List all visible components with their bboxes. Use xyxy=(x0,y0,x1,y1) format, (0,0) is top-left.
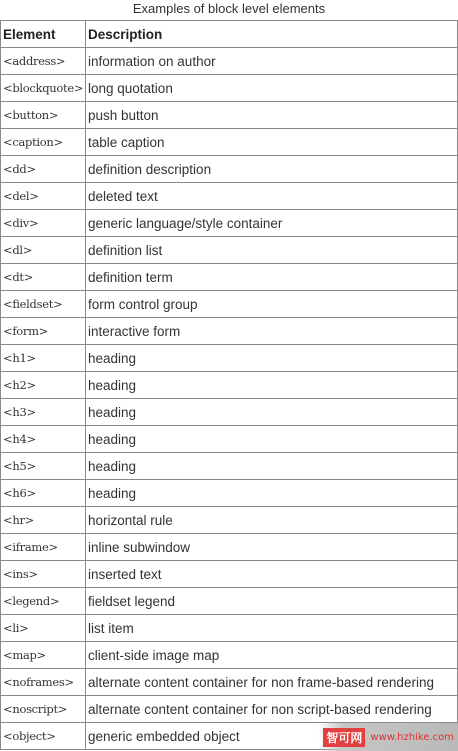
table-row xyxy=(1,507,458,534)
table-row xyxy=(1,129,458,156)
description-cell: heading xyxy=(86,345,458,372)
description-cell: inserted text xyxy=(86,561,458,588)
description-cell: definition description xyxy=(86,156,458,183)
table-row xyxy=(1,183,458,210)
description-cell: alternate content container for non script-based rendering xyxy=(86,696,458,723)
table-body xyxy=(1,48,458,750)
description-cell: generic language/style container xyxy=(86,210,458,237)
table-row xyxy=(1,237,458,264)
description-cell: long quotation xyxy=(86,75,458,102)
description-cell: heading xyxy=(86,426,458,453)
element-tag-cell: <fieldset> xyxy=(1,291,86,318)
description-cell: alternate content container for non frame-based rendering xyxy=(86,669,458,696)
element-tag-cell: <legend> xyxy=(1,588,86,615)
description-cell: list item xyxy=(86,615,458,642)
element-tag-cell: <h6> xyxy=(1,480,86,507)
table-row xyxy=(1,615,458,642)
description-cell: fieldset legend xyxy=(86,588,458,615)
element-tag-cell: <iframe> xyxy=(1,534,86,561)
table-row xyxy=(1,588,458,615)
description-cell: information on author xyxy=(86,48,458,75)
description-cell: deleted text xyxy=(86,183,458,210)
element-tag-cell: <noframes> xyxy=(1,669,86,696)
description-cell: interactive form xyxy=(86,318,458,345)
element-tag-cell: <address> xyxy=(1,48,86,75)
block-elements-table xyxy=(0,20,458,750)
description-cell: form control group xyxy=(86,291,458,318)
element-tag-cell: <noscript> xyxy=(1,696,86,723)
table-row xyxy=(1,75,458,102)
element-tag-cell: <h4> xyxy=(1,426,86,453)
table-row xyxy=(1,291,458,318)
table-row xyxy=(1,696,458,723)
table-row xyxy=(1,426,458,453)
element-tag-cell: <h3> xyxy=(1,399,86,426)
description-cell: heading xyxy=(86,480,458,507)
description-cell: push button xyxy=(86,102,458,129)
table-row xyxy=(1,453,458,480)
description-cell: definition list xyxy=(86,237,458,264)
description-cell: table caption xyxy=(86,129,458,156)
description-cell: inline subwindow xyxy=(86,534,458,561)
element-tag-cell: <div> xyxy=(1,210,86,237)
element-tag-cell: <ins> xyxy=(1,561,86,588)
element-tag-cell: <blockquote> xyxy=(1,75,86,102)
description-cell: heading xyxy=(86,399,458,426)
table-row xyxy=(1,318,458,345)
description-column-header: Description xyxy=(86,21,458,48)
table-row xyxy=(1,480,458,507)
description-cell: heading xyxy=(86,453,458,480)
table-row xyxy=(1,264,458,291)
description-cell: definition term xyxy=(86,264,458,291)
element-tag-cell: <dt> xyxy=(1,264,86,291)
table-row xyxy=(1,102,458,129)
element-tag-cell: <object> xyxy=(1,723,86,750)
table-row xyxy=(1,48,458,75)
table-row xyxy=(1,534,458,561)
table-row xyxy=(1,345,458,372)
site-watermark xyxy=(318,723,458,751)
table-caption: Examples of block level elements xyxy=(132,1,326,16)
element-tag-cell: <dl> xyxy=(1,237,86,264)
table-row xyxy=(1,561,458,588)
description-cell: horizontal rule xyxy=(86,507,458,534)
element-tag-cell: <h2> xyxy=(1,372,86,399)
element-tag-cell: <form> xyxy=(1,318,86,345)
table-row xyxy=(1,399,458,426)
element-tag-cell: <caption> xyxy=(1,129,86,156)
table-row xyxy=(1,156,458,183)
element-tag-cell: <h5> xyxy=(1,453,86,480)
element-tag-cell: <hr> xyxy=(1,507,86,534)
element-tag-cell: <map> xyxy=(1,642,86,669)
table-row xyxy=(1,372,458,399)
watermark-url: www.hzhike.com xyxy=(370,731,454,743)
description-cell: generic embedded object xyxy=(86,723,458,750)
table-header-row xyxy=(1,21,458,48)
description-cell: client-side image map xyxy=(86,642,458,669)
element-tag-cell: <dd> xyxy=(1,156,86,183)
description-cell: heading xyxy=(86,372,458,399)
element-tag-cell: <h1> xyxy=(1,345,86,372)
table-row xyxy=(1,210,458,237)
element-column-header: Element xyxy=(1,21,86,48)
element-tag-cell: <del> xyxy=(1,183,86,210)
element-tag-cell: <li> xyxy=(1,615,86,642)
table-row xyxy=(1,642,458,669)
element-tag-cell: <button> xyxy=(1,102,86,129)
table-row xyxy=(1,669,458,696)
watermark-logo: 智可网 xyxy=(323,728,365,747)
